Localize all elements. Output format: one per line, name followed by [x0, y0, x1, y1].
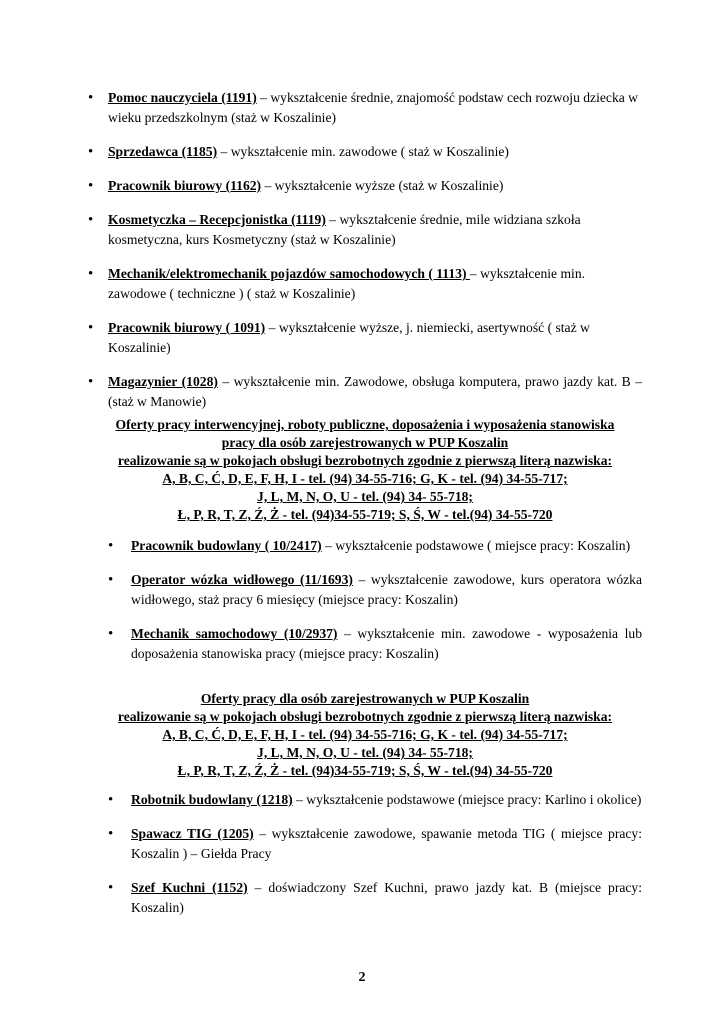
list-item	[108, 878, 642, 918]
list-item	[108, 824, 643, 864]
list-item	[108, 790, 642, 810]
job-description: – wykształcenie wyższe, j. niemiecki, asertywność ( staż w Koszalinie)	[108, 320, 590, 355]
bullet-icon: •	[108, 826, 114, 842]
section-contact-line: Ł, P, R, T, Z, Ź, Ż - tel. (94)34-55-719; S, Ś, W - tel.(94) 34-55-720	[177, 507, 553, 522]
section-contact-line: J, L, M, N, O, U - tel. (94) 34- 55-718;	[257, 745, 473, 760]
bullet-icon: •	[88, 320, 94, 336]
job-title: Kosmetyczka – Recepcjonistka (1119)	[108, 212, 326, 227]
job-description: – wykształcenie podstawowe (miejsce pracy: Karlino i okolice)	[292, 792, 642, 807]
bullet-icon: •	[108, 538, 114, 554]
section-contact-line: Ł, P, R, T, Z, Ź, Ż - tel. (94)34-55-719; S, Ś, W - tel.(94) 34-55-720	[177, 763, 553, 778]
list-item	[108, 570, 642, 610]
list-item	[88, 176, 642, 196]
offers-list-registered	[0, 790, 728, 932]
job-description: – wykształcenie min. zawodowe ( techniczne ) ( staż w Koszalinie)	[108, 266, 586, 301]
section-contact-line: J, L, M, N, O, U - tel. (94) 34- 55-718;	[257, 489, 473, 504]
offers-list-intervention	[0, 536, 728, 678]
job-description: – wykształcenie średnie, mile widziana szkoła kosmetyczna, kurs Kosmetyczny (staż w Koszalinie)	[108, 212, 581, 247]
job-title: Szef Kuchni (1152)	[131, 880, 248, 895]
job-description: – wykształcenie min. zawodowe ( staż w Koszalinie)	[217, 144, 509, 159]
job-title: Magazynier (1028)	[108, 374, 218, 389]
job-description: – wykształcenie zawodowe, spawanie metoda TIG ( miejsce pracy: Koszalin ) – Giełda Pracy	[131, 826, 643, 861]
job-title: Spawacz TIG (1205)	[131, 826, 254, 841]
job-title: Pracownik biurowy ( 1091)	[108, 320, 266, 335]
list-item	[108, 536, 642, 556]
job-description: – wykształcenie podstawowe ( miejsce pracy: Koszalin)	[321, 538, 631, 553]
job-description: – wykształcenie średnie, znajomość podstaw cech rozwoju dziecka w wieku przedszkolnym (staż w Koszalinie)	[108, 90, 638, 125]
bullet-icon: •	[108, 572, 114, 588]
job-title: Mechanik/elektromechanik pojazdów samochodowych ( 1113)	[108, 266, 470, 281]
list-item	[88, 372, 642, 412]
job-title: Robotnik budowlany (1218)	[131, 792, 293, 807]
job-title: Pomoc nauczyciela (1191)	[108, 90, 257, 105]
section-heading-line: Oferty pracy dla osób zarejestrowanych w PUP Koszalin	[200, 691, 530, 706]
bullet-icon: •	[88, 374, 94, 390]
section-contact-line: realizowanie są w pokojach obsługi bezrobotnych zgodnie z pierwszą literą nazwiska:	[117, 709, 613, 724]
offers-list-general	[0, 88, 728, 426]
list-item	[88, 88, 642, 128]
job-title: Mechanik samochodowy (10/2937)	[131, 626, 338, 641]
job-description: – wykształcenie wyższe (staż w Koszalinie)	[261, 178, 504, 193]
section-contact-line: A, B, C, Ć, D, E, F, H, I - tel. (94) 34-55-716; G, K - tel. (94) 34-55-717;	[162, 727, 568, 742]
bullet-icon: •	[108, 880, 114, 896]
section-heading-line: Oferty pracy interwencyjnej, roboty publiczne, doposażenia i wyposażenia stanowiska	[115, 417, 615, 432]
job-title: Operator wózka widłowego (11/1693)	[131, 572, 353, 587]
section-header-registered	[80, 690, 650, 780]
list-item	[108, 624, 642, 664]
job-description: – wykształcenie zawodowe, kurs operatora wózka widłowego, staż pracy 6 miesięcy (miejsce pracy: Koszalin)	[131, 572, 642, 607]
bullet-icon: •	[88, 144, 94, 160]
job-description: – wykształcenie min. zawodowe - wyposażenia lub doposażenia stanowiska pracy (miejsce pracy: Koszalin)	[131, 626, 642, 661]
bullet-icon: •	[88, 266, 94, 282]
section-contact-line: realizowanie są w pokojach obsługi bezrobotnych zgodnie z pierwszą literą nazwiska:	[117, 453, 613, 468]
list-item	[88, 210, 642, 250]
list-item	[88, 142, 642, 162]
section-contact-line: A, B, C, Ć, D, E, F, H, I - tel. (94) 34-55-716; G, K - tel. (94) 34-55-717;	[162, 471, 568, 486]
job-title: Pracownik biurowy (1162)	[108, 178, 262, 193]
section-heading-line: pracy dla osób zarejestrowanych w PUP Koszalin	[221, 435, 509, 450]
bullet-icon: •	[108, 626, 114, 642]
job-description: – wykształcenie min. Zawodowe, obsługa komputera, prawo jazdy kat. B – (staż w Manowie)	[108, 374, 642, 409]
bullet-icon: •	[88, 90, 94, 106]
bullet-icon: •	[108, 792, 114, 808]
bullet-icon: •	[88, 212, 94, 228]
job-description: – doświadczony Szef Kuchni, prawo jazdy kat. B (miejsce pracy: Koszalin)	[131, 880, 642, 915]
section-header-intervention	[80, 416, 650, 524]
bullet-icon: •	[88, 178, 94, 194]
list-item	[88, 318, 642, 358]
list-item	[88, 264, 642, 304]
job-title: Pracownik budowlany ( 10/2417)	[131, 538, 322, 553]
job-title: Sprzedawca (1185)	[108, 144, 218, 159]
page-number: 2	[358, 970, 366, 985]
